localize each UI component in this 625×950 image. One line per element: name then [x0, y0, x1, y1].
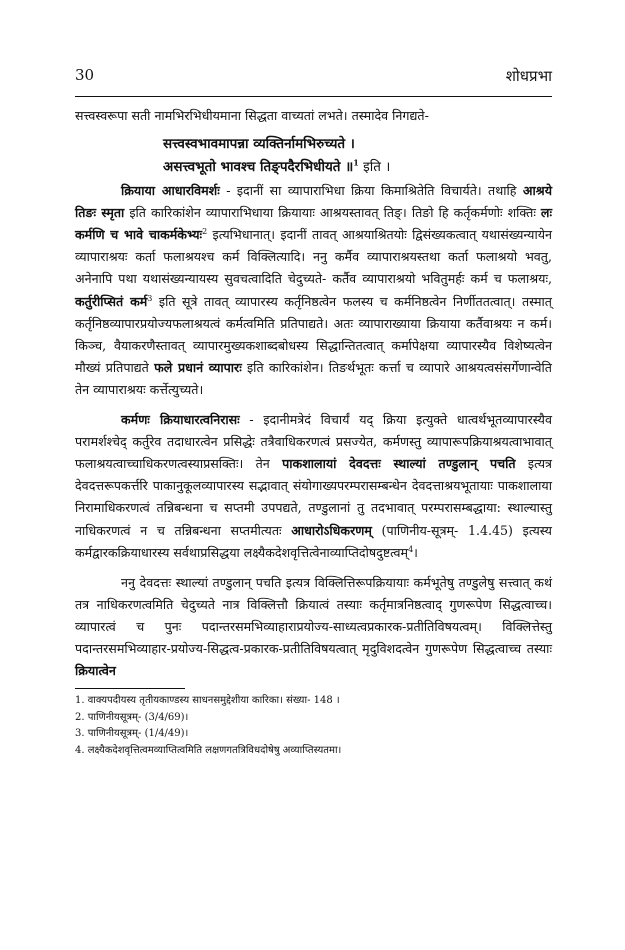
paragraph-kriyaya-adhara: [75, 180, 552, 401]
paragraph-text: (पाणिनीय-सूत्रम्- 1.4.45) इत्यस्य कर्मद्वारकक्रियाधारस्य सर्वथाप्रसिद्धया लक्ष्यैकदेशवृत्तित्वेनाव्याप्तिदोषदुष्टत्वम्: [75, 522, 552, 560]
footnote-ref: 4: [408, 544, 414, 554]
footnotes: [75, 693, 552, 759]
header-rule: [75, 96, 552, 97]
quoted-sutra: आधारोऽधिकरणम्: [291, 522, 372, 538]
page-content: [75, 66, 552, 759]
footnote-ref: 1: [353, 157, 359, 168]
paragraph-text: ।: [413, 544, 418, 560]
footnote-3: 3. पाणिनीयसूत्रम्- (1/4/49)।: [75, 728, 189, 740]
example-sentence: पाकशालायां देवदत्तः स्थाल्यां तण्डुलान् पचति: [282, 456, 516, 472]
footnote-4: 4. लक्ष्यैकदेशवृत्तित्वमव्याप्तित्वमिति लक्षणगतत्रिविधदोषेषु अव्याप्तिस्यतमा।: [75, 744, 342, 756]
quoted-sutra: लः कर्मणि च भावे चाकर्मकेभ्यः: [75, 205, 552, 243]
paragraph-text: - इदानीमत्रेदं विचार्यं यद् क्रिया इत्युक्ते धात्वर्थभूतव्यापारस्यैव परामर्शश्चेद् कर्तुरेव तदाधारत्वेन प्रसिद्धेः तत्रैवाधिकरणत्वं प्रसज्येत, कर्मणस्तु व्यापारूपक्रियाश्रयत्वाभावात् फलाश्रयत्वाच्चाधिकरणत्वस्याप्रसक्तिः। तेन: [75, 412, 552, 472]
quoted-term: फले प्रधानं व्यापारः: [154, 359, 242, 375]
running-title: शोधप्रभा: [505, 67, 552, 85]
footnote-ref: 3: [147, 293, 153, 303]
paragraph-text: इति कारिकांशेन व्यापाराभिधाया क्रियायाः आश्रयस्तावत् तिङ्। तिङो हि कर्तृकर्मणोः शक्तिः: [124, 205, 541, 221]
paragraph-text: इत्यभिधानात्। इदानीं तावत् आश्रयाश्रितयोः द्विसंख्यकत्वात् यथासंख्यन्यायेन व्यापाराश्रयः कर्ता फलाश्रयश्च कर्म विक्लित्यादि। ननु कर्मैव व्यापाराश्रयस्तथा कर्ता फलाश्रयो भवतु, अनेनापि पथा यथासंख्यन्यायस्य सुवचत्वादिति चेदुच्यते- कर्तैव व्यापाराश्रयो भवितुमर्हः कर्म च फलाश्रयः,: [75, 227, 553, 287]
paragraph-text: इत्यत्र देवदत्तरूपकर्त्तरि पाकानुकूलव्यापारस्य सद्भावात् संयोगाख्यपरम्परासम्बन्धेन देवदत्ताश्रयभूतायाः पाकशालाया निरामाधिकरणत्वं तन्निबन्धना च सप्तमी उपपद्यते, तण्डुलानां तु तदभावात् परम्परासम्बद्धाया: स्थाल्यास्तु नाधिकरणत्वं न च तन्निबन्धना सप्तमीत्यतः: [75, 456, 552, 538]
verse-quote: [75, 133, 552, 178]
section-heading: कर्मणः क्रियाधारत्वनिरासः: [121, 412, 240, 428]
footnote-rule: [75, 688, 185, 689]
quoted-sutra: कर्तुरीप्सितं कर्म: [75, 293, 148, 309]
main-text: [75, 105, 552, 682]
section-heading: क्रियाया आधारविमर्शः: [121, 183, 220, 199]
paragraph-text: ननु देवदत्तः स्थाल्यां तण्डुलान् पचति इत्यत्र विक्लित्तिरूपक्रियायाः कर्मभूतेषु तण्डुलेषु सत्त्वात् कथं तत्र नाधिकरणत्वमिति चेदुच्यते नात्र विक्लित्तौ क्रियात्वं तस्याः कर्तृमात्रनिष्ठत्वाद् गुणरूपेण सिद्धत्वाच्च। व्यापारत्वं च पुनः पदान्तरसमभिव्याहाराप्रयोज्य-साध्यत्वप्रकारक-प्रतीतिविषयत्वम्। विक्लित्तेस्तु पदान्तरसमभिव्याहार-प्रयोज्य-सिद्धत्व-प्रकारक-प्रतीतिविषयत्वात् मृदुविशदत्वेन गुणरूपेण सिद्धत्वाच्च तस्याः: [75, 574, 552, 656]
page-number: 30: [75, 66, 95, 84]
quoted-term: आश्रये तिङः स्मृता: [75, 183, 552, 221]
paragraph-text: इति कारिकांशेन। तिङर्थभूतः कर्त्ता च व्यापारे आश्रयत्वसंसर्गेणान्वेति तेन व्यापाराश्रयः कर्त्तेत्युच्यते।: [75, 359, 552, 397]
footnote-ref: 2: [202, 227, 208, 237]
verse-line-2-text: असत्त्वभूतो भावश्च तिङ्पदैरभिधीयते ॥: [163, 158, 354, 175]
opening-line: सत्त्वस्वरूपा सती नामभिरभिधीयमाना सिद्धता वाच्यतां लभते। तस्मादेव निगद्यते-: [75, 108, 429, 123]
verse-line-1: सत्त्वस्वभावमापन्ना व्यक्तिर्नामभिरुच्यते ।: [163, 136, 355, 153]
footnote-1: 1. वाक्यपदीयस्य तृतीयकाण्डस्य साधनसमुद्देशीया कारिका। संख्या- 148 ।: [75, 695, 340, 707]
quoted-term: क्रियात्वेन: [75, 663, 116, 679]
page-header: [75, 66, 552, 88]
verse-line-2: [75, 156, 552, 179]
paragraph-karmana-nirasa: [75, 409, 552, 564]
paragraph-text: - इदानीं सा व्यापाराभिधा क्रिया किमाश्रितेति विचार्यते। तथाहि: [219, 183, 523, 199]
footnote-2: 2. पाणिनीयसूत्रम्- (3/4/69)।: [75, 711, 189, 723]
paragraph-nanu: [75, 572, 552, 682]
paragraph-text: इति सूत्रे तावत् व्यापारस्य कर्तृनिष्ठत्वेन फलस्य च कर्मनिष्ठत्वेन निर्णीततत्वात्। तस्मात् कर्तृनिष्ठव्यापारप्रयोज्यफलाश्रयत्वं कर्मत्वमिति प्रतिपाद्यते। अतः व्यापाराख्याया क्रियाया कर्तैवाश्रयः न कर्म। किञ्च, वैयाकरणैस्तावत् व्यापारमुख्यकशाब्दबोधस्य सिद्धान्तितत्वात् कर्मापेक्षया व्यापारस्यैव विशेष्यत्वेन मौख्यं प्रतिपाद्यते: [75, 293, 552, 375]
verse-line-2-tail: इति ।: [358, 158, 391, 175]
